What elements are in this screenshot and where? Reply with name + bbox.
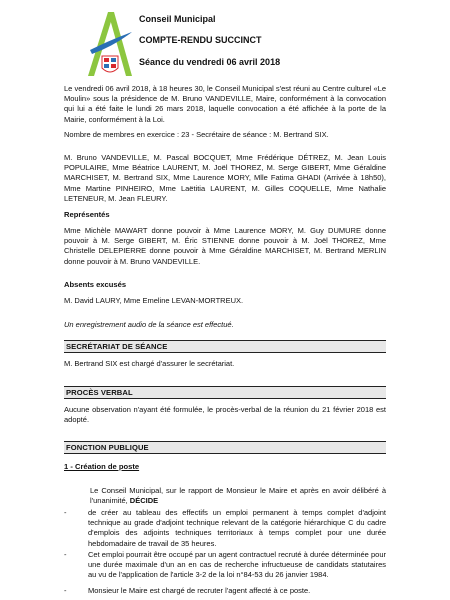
section-fonction-publique	[64, 441, 386, 454]
absent-text: M. David LAURY, Mme Emeline LEVAN-MORTREUX.	[64, 296, 244, 305]
list-item-text: de créer au tableau des effectifs un emploi permanent à temps complet d'adjoint technique au grade d'adjoint technique relevant de la catégorie hiérarchique C du cadre d'emplois des adjoints techniques territoriaux à temps complet pour une durée hebdomadaire de travail de 35 heures.	[88, 508, 386, 548]
secretariat-text: M. Bertrand SIX est chargé d'assurer le secrétariat.	[64, 359, 235, 368]
session-date: Séance du vendredi 06 avril 2018	[139, 57, 281, 67]
audio-note: Un enregistrement audio de la séance est effectué.	[64, 320, 234, 329]
org-name: Conseil Municipal	[139, 14, 216, 24]
represented-title: Représentés	[64, 210, 110, 219]
list-item-text: Cet emploi pourrait être occupé par un agent contractuel recruté à durée déterminée pour une durée maximale d'un an en cas de recherche infructueuse de candidats statutaires au vu de l'application de l'article 3-2 de la loi n°84-53 du 26 janvier 1984.	[88, 550, 386, 580]
subsection-title: 1 - Création de poste	[64, 462, 140, 471]
doc-type: COMPTE-RENDU SUCCINCT	[139, 35, 262, 45]
decision-paragraph	[90, 486, 386, 506]
section-title: SECRÉTARIAT DE SÉANCE	[66, 342, 168, 351]
section-title: PROCÈS VERBAL	[66, 388, 133, 397]
list-item-text: Monsieur le Maire est chargé de recruter l'agent affecté à ce poste.	[88, 586, 311, 595]
members-present: M. Bruno VANDEVILLE, M. Pascal BOCQUET, Mme Frédérique DÉTREZ, M. Jean Louis POPULAIRE, Mme Béatrice LAURENT, M. Joël THOREZ, M. Serge GIBERT, Mme Géraldine MARCHISET, M. Bertrand SIX, Mme Laurence MORY, Mlle Fatima GHADI (Arrivée à 18h50), Mme Martine PINHEIRO, Mme Laëtitia LAURENT, M. Gilles COQUELLE, Mme Nathalie LETENEUR, M. Jean FLEURY.	[64, 153, 386, 203]
proces-verbal-text: Aucune observation n'ayant été formulée, le procès-verbal de la réunion du 21 février 2018 est adopté.	[64, 405, 386, 425]
intro-paragraph: Le vendredi 06 avril 2018, à 18 heures 30, le Conseil Municipal s'est réuni au Centre culturel «Le Moulin» sous la présidence de M. Bruno VANDEVILLE, Maire, conformément à la convocation qui lui a été faite le lundi 26 mars 2018, laquelle convocation a été affichée à la porte de la Mairie, conformément à la Loi.	[64, 84, 386, 124]
section-proces-verbal	[64, 386, 386, 399]
municipal-logo	[86, 10, 134, 80]
bullet-dash: -	[64, 508, 67, 517]
represented-text: Mme Michèle MAWART donne pouvoir à Mme Laurence MORY, M. Guy DUMURE donne pouvoir à M. Serge GIBERT, M. Éric STIENNE donne pouvoir à M. Joël THOREZ, Mme Christelle DELEPIERRE donne pouvoir à Mme Géraldine MARCHISET, M. Bertrand MERLIN donne pouvoir à M. Bruno VANDEVILLE.	[64, 226, 386, 266]
section-secretariat	[64, 340, 386, 353]
bullet-dash: -	[64, 550, 67, 559]
absent-title: Absents excusés	[64, 280, 127, 289]
section-title: FONCTION PUBLIQUE	[66, 443, 149, 452]
decision-word: DÉCIDE	[129, 496, 159, 506]
bullet-dash: -	[64, 586, 67, 595]
decision-intro: Le Conseil Municipal, sur le rapport de Monsieur le Maire et après en avoir délibéré à l'unanimité,	[90, 486, 386, 506]
members-count: Nombre de membres en exercice : 23 - Secrétaire de séance : M. Bertrand SIX.	[64, 130, 329, 139]
crest-icon	[102, 56, 118, 72]
